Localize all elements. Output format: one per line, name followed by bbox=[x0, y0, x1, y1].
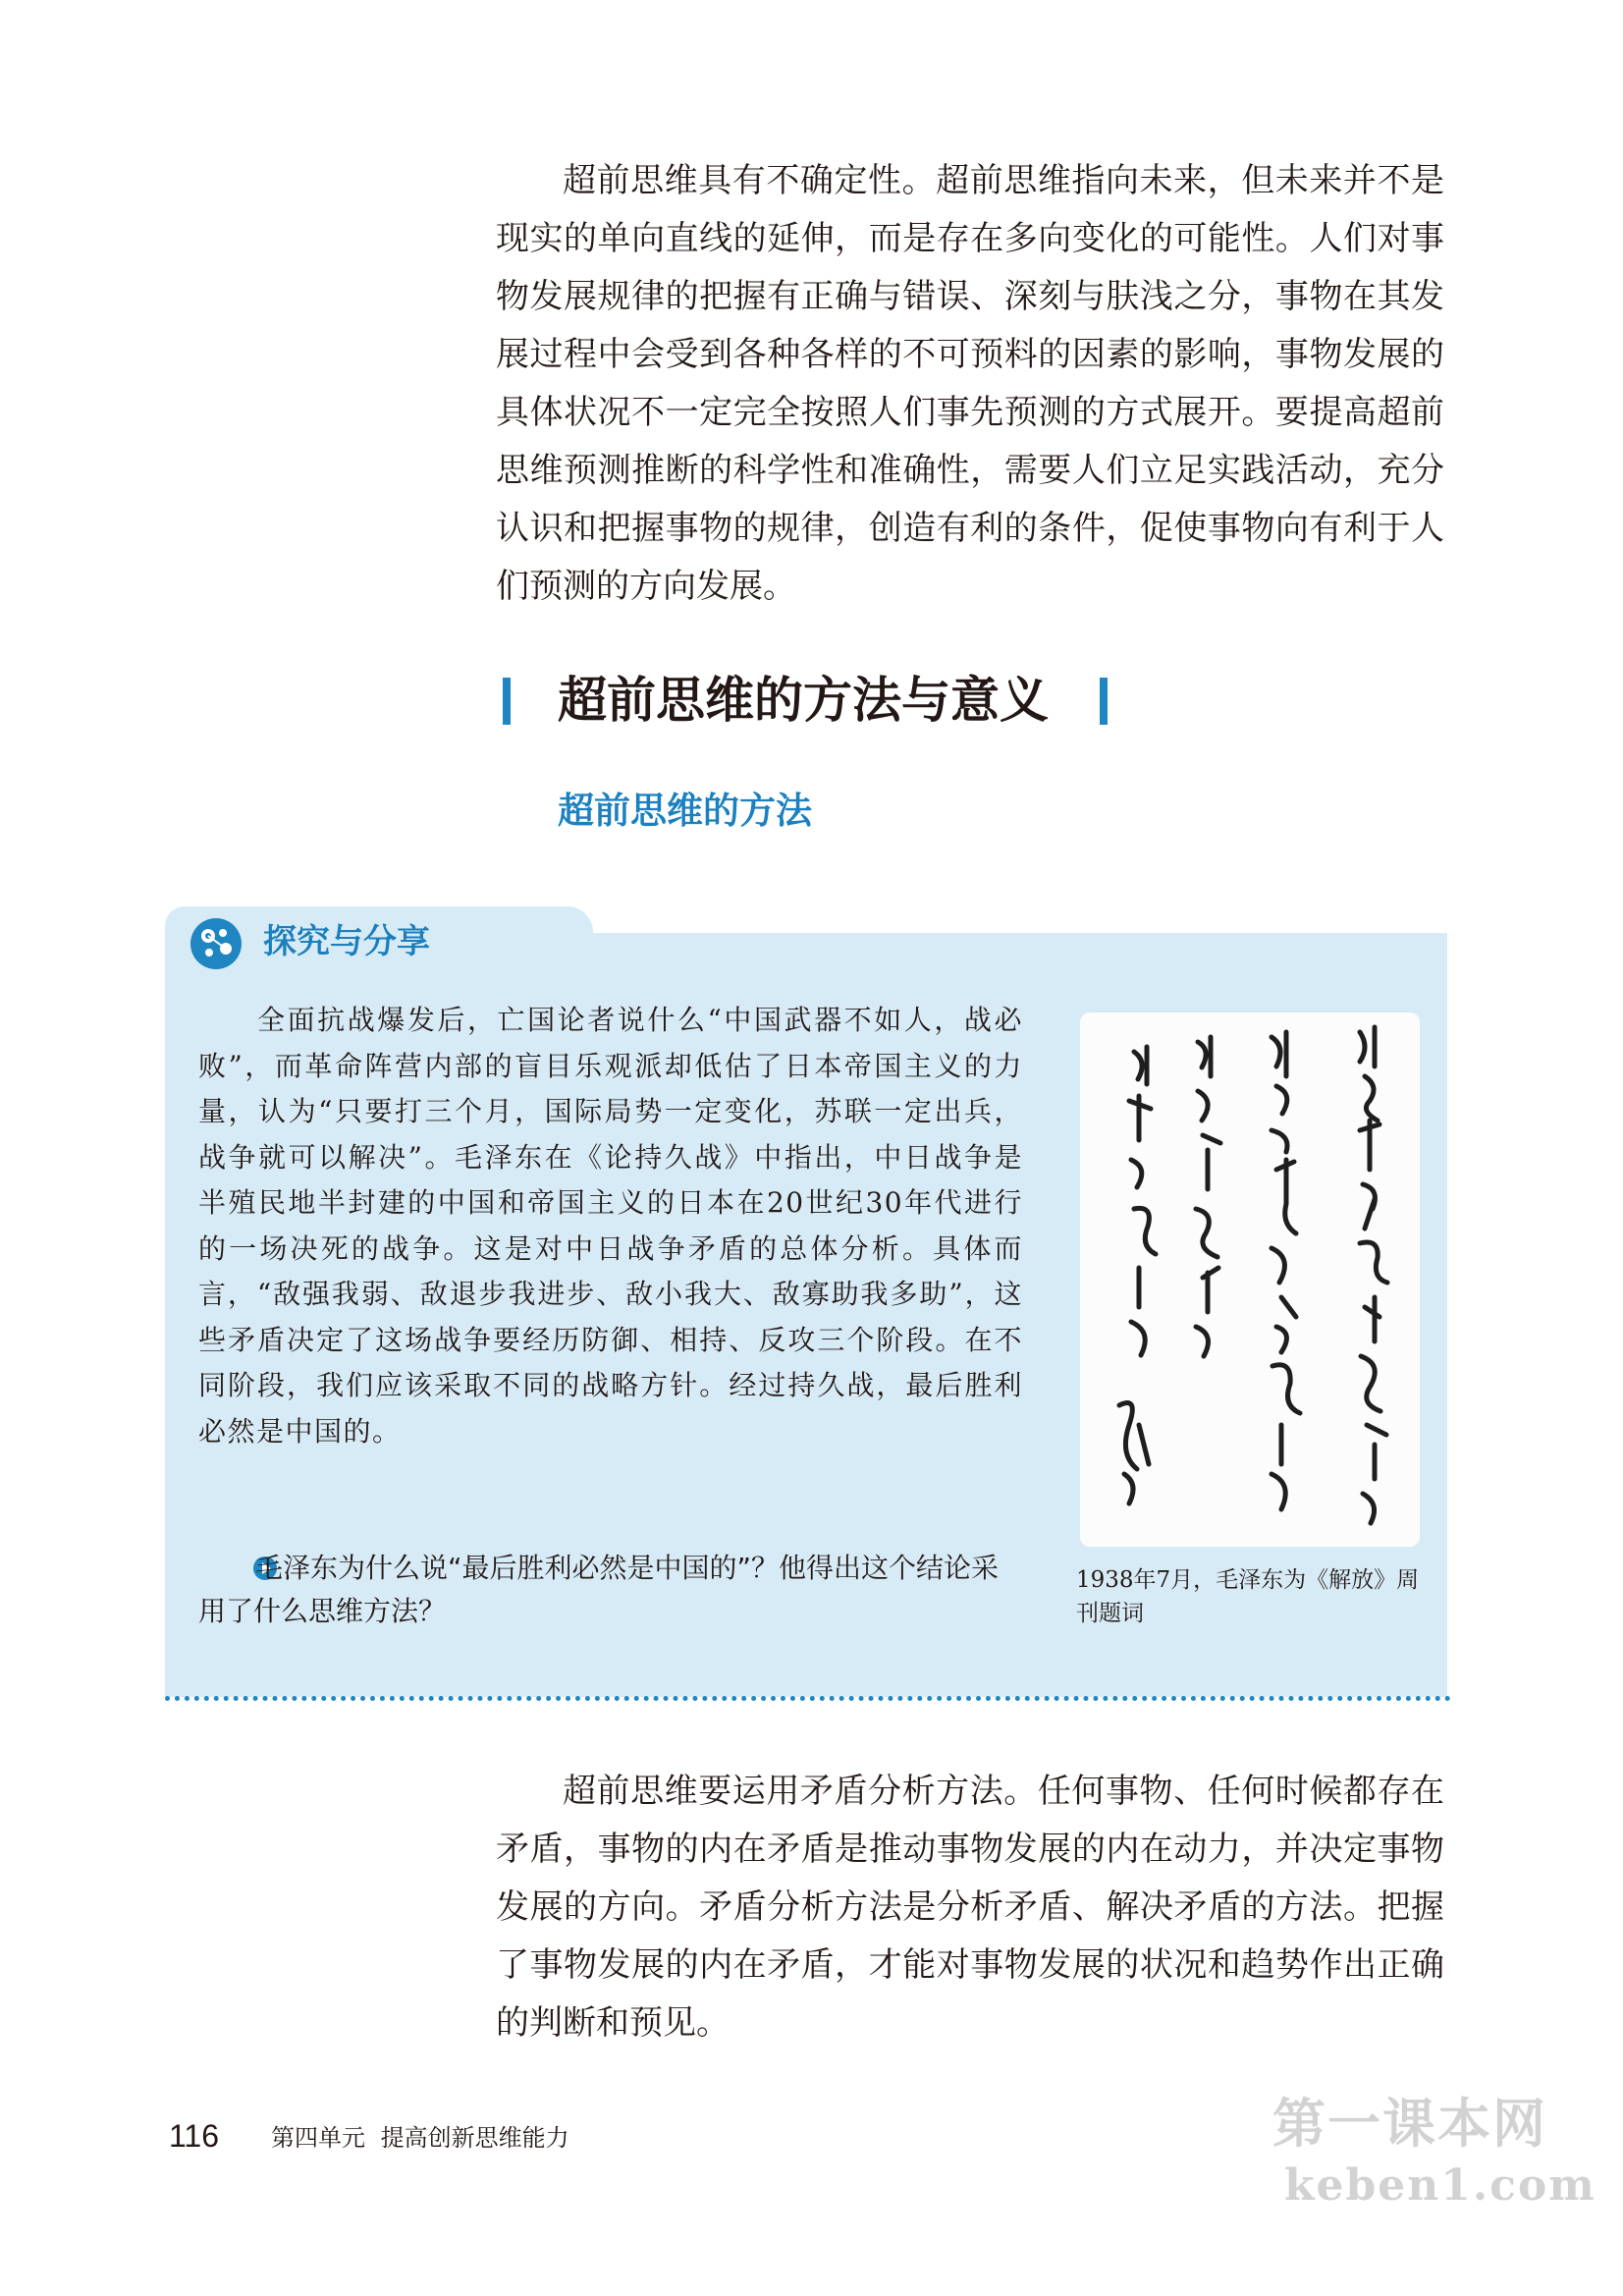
section-title-right-bar bbox=[1100, 678, 1108, 725]
watermark-site-name: 第一课本网 bbox=[1272, 2093, 1547, 2155]
body-paragraph-uncertainty: 超前思维具有不确定性。超前思维指向未来，但未来并不是现实的单向直线的延伸，而是存在多向变化的可能性。人们对事物发展规律的把握有正确与错误、深刻与肤浅之分，事物在其发展过程中会受到各种各样的不可预料的因素的影响，事物发展的具体状况不一定完全按照人们事先预测的方式展开。要提高超前思维预测推断的科学性和准确性，需要人们立足实践活动，充分认识和把握事物的规律，创造有利的条件，促使事物向有利于人们预测的方向发展。 bbox=[496, 161, 1444, 606]
explore-question: 毛泽东为什么说“最后胜利必然是中国的”？他得出这个结论采用了什么思维方法？ bbox=[198, 1552, 1000, 1627]
explore-box-text: 全面抗战爆发后，亡国论者说什么“中国武器不如人，战必败”，而革命阵营内部的盲目乐观派却低估了日本帝国主义的力量，认为“只要打三个月，国际局势一定变化，苏联一定出兵，战争就可以解决”。毛泽东在《论持久战》中指出，中日战争是半殖民地半封建的中国和帝国主义的日本在20世纪30年代进行的一场决死的战争。这是对中日战争矛盾的总体分析。具体而言，“敌强我弱、敌退步我进步、敌小我大、敌寡助我多助”，这些矛盾决定了这场战争要经历防御、相持、反攻三个阶段。在不同阶段，我们应该采取不同的战略方针。经过持久战，最后胜利必然是中国的。 bbox=[198, 1004, 1023, 1448]
running-head: 第四单元 提高创新思维能力 bbox=[271, 2124, 569, 2152]
explore-box-dotted-divider bbox=[165, 1696, 1451, 1701]
calligraphy-photo bbox=[1080, 1012, 1420, 1547]
subsection-title: 超前思维的方法 bbox=[558, 789, 812, 832]
calligraphy-image bbox=[1080, 1012, 1420, 1547]
section-title: 超前思维的方法与意义 bbox=[558, 672, 1049, 729]
explore-box-title: 探究与分享 bbox=[263, 922, 430, 961]
section-title-left-bar bbox=[503, 678, 511, 725]
explore-molecule-icon bbox=[189, 916, 243, 971]
photo-caption: 1938年7月，毛泽东为《解放》周刊题词 bbox=[1076, 1567, 1420, 1626]
page-number: 116 bbox=[169, 2118, 220, 2154]
body-paragraph-contradiction-analysis: 超前思维要运用矛盾分析方法。任何事物、任何时候都存在矛盾，事物的内在矛盾是推动事物发展的内在动力，并决定事物发展的方向。矛盾分析方法是分析矛盾、解决矛盾的方法。把握了事物发展的内在矛盾，才能对事物发展的状况和趋势作出正确的判断和预见。 bbox=[496, 1772, 1444, 2043]
watermark-site-url: keben1.com bbox=[1284, 2160, 1596, 2211]
